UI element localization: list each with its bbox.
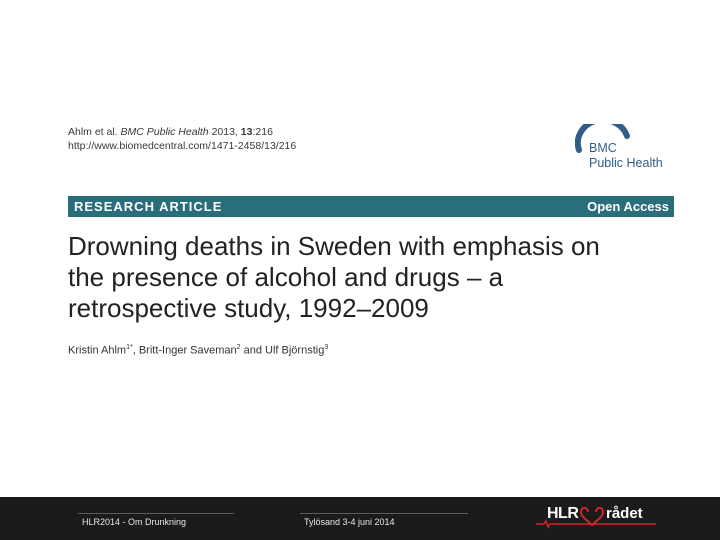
article-banner [68,196,674,217]
title-line: the presence of alcohol and drugs – a [68,262,504,292]
citation-page: :216 [252,126,273,138]
author-affiliation: 2 [236,344,241,351]
bmc-logo [575,124,685,176]
bmc-wordmark [589,141,663,171]
citation-url[interactable]: http://www.biomedcentral.com/1471-2458/13/216 [68,140,297,152]
author-name: Ulf Björnstig [265,344,325,357]
citation-volume: 13 [240,126,253,138]
author-affiliation: 1* [126,344,133,351]
footer-divider [78,513,234,514]
author-and: and [240,344,266,357]
research-article-label: RESEARCH ARTICLE [74,199,223,214]
title-line: retrospective study, 1992–2009 [68,293,429,323]
citation [68,125,296,153]
footer-divider [300,513,468,514]
open-access-label: Open Access [587,199,669,214]
title-line: Drowning deaths in Sweden with emphasis on [68,231,600,261]
footer-bar [0,497,720,540]
bmc-line2: Public Health [589,156,663,170]
footer-presentation-title: HLR2014 - Om Drunkning [82,517,187,527]
bmc-line1: BMC [589,141,617,155]
author-name: Britt-Inger Saveman [138,344,237,357]
citation-journal: BMC Public Health [120,126,209,138]
author-list [68,344,328,357]
footer-event-date: Tylösand 3-4 juni 2014 [304,517,395,527]
author-affiliation: 3 [324,344,329,351]
logo-hlr-text: HLR [547,505,579,522]
article-title [68,231,668,324]
citation-year: 2013, [211,126,238,138]
hlr-radet-logo [536,504,656,530]
author-name: Kristin Ahlm [68,344,127,357]
logo-radet-text: rådet [606,505,643,522]
citation-authors: Ahlm et al. [68,126,118,138]
author-separator: , [132,344,139,357]
